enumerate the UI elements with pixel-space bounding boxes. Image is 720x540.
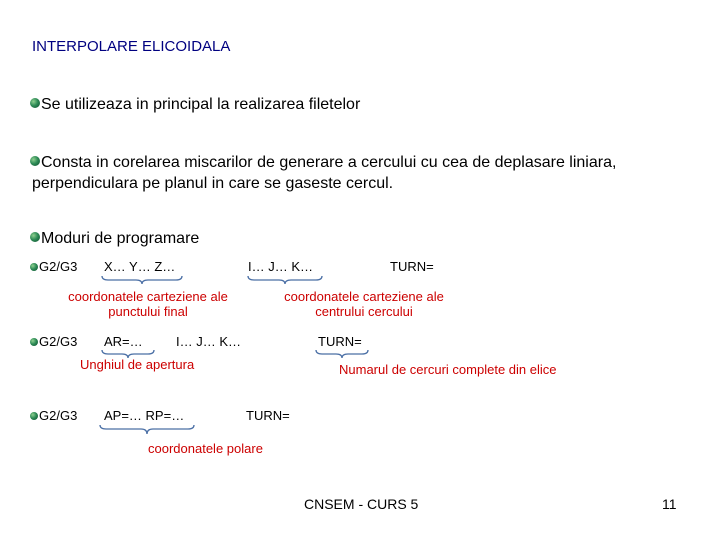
footer-course: CNSEM - CURS 5 <box>304 496 419 512</box>
note-cartesian-final: coordonatele carteziene ale punctului final <box>68 289 228 319</box>
bullet-icon <box>30 232 40 242</box>
brace-icon <box>314 348 370 360</box>
row1-code: G2/G3 <box>30 259 77 274</box>
bullet-icon <box>30 338 38 346</box>
bullet-item-2 <box>30 154 616 172</box>
row1-xyz: X… Y… Z… <box>104 259 176 274</box>
bullet-item-3 <box>30 230 199 248</box>
row3-turn: TURN= <box>246 408 290 423</box>
bullet-icon <box>30 98 40 108</box>
row3-code: G2/G3 <box>30 408 77 423</box>
brace-icon <box>98 423 196 437</box>
row2-ar: AR=… <box>104 334 143 349</box>
row2-ijk: I… J… K… <box>176 334 242 349</box>
bullet-text: Consta in corelarea miscarilor de generare a cercului cu cea de deplasare liniara, <box>41 154 617 171</box>
note-complete-circles: Numarul de cercuri complete din elice <box>339 362 557 377</box>
page-number: 11 <box>662 496 677 512</box>
note-cartesian-center: coordonatele carteziene ale centrului cercului <box>284 289 444 319</box>
row3-ap-rp: AP=… RP=… <box>104 408 185 423</box>
bullet-item-2-continuation: perpendiculara pe planul in care se gaseste cercul. <box>32 175 394 192</box>
row2-code: G2/G3 <box>30 334 77 349</box>
brace-icon <box>100 274 184 286</box>
bullet-text: Se utilizeaza in principal la realizarea filetelor <box>41 96 361 113</box>
bullet-icon <box>30 263 38 271</box>
bullet-item-1 <box>30 96 360 114</box>
page-title: INTERPOLARE ELICOIDALA <box>32 38 231 55</box>
note-aperture-angle: Unghiul de apertura <box>80 357 195 372</box>
row1-turn: TURN= <box>390 259 434 274</box>
brace-icon <box>246 274 324 286</box>
bullet-text: Moduri de programare <box>41 230 200 247</box>
note-polar-coordinates: coordonatele polare <box>148 441 263 456</box>
row1-ijk: I… J… K… <box>248 259 314 274</box>
bullet-icon <box>30 156 40 166</box>
row2-turn: TURN= <box>318 334 362 349</box>
bullet-icon <box>30 412 38 420</box>
